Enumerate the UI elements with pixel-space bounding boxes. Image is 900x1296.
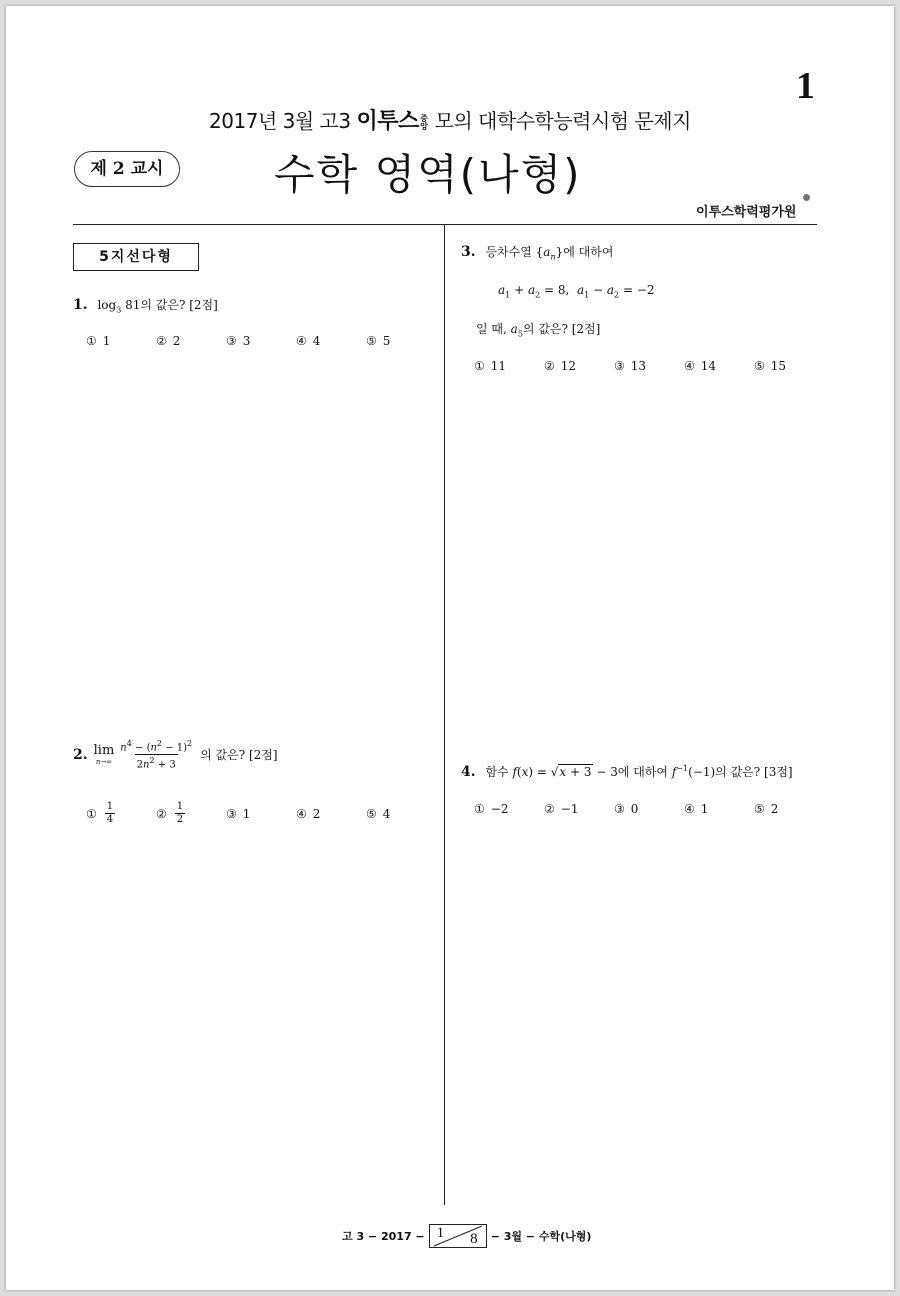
choice-5[interactable]: ⑤ 4 [366,806,391,821]
subject-title: 수학 영역(나형) [274,150,582,199]
question-mid: 에 대하여 [617,765,669,779]
question-text: 의 값은? [3점] [715,765,793,779]
title-suffix: 모의 대학수학능력시험 문제지 [434,109,691,133]
header-divider [73,224,817,225]
footer-left: 고 3 − 2017 − [342,1230,425,1243]
question-number: 3. [461,244,476,260]
question-text: 의 값은? [2점] [522,322,601,336]
limit-fraction: $\frac{n^4 - (n^2 - 1)^2}{2n^2 + 3}$ [120,739,193,771]
choice-2[interactable]: ② $\frac{1}{2}$ [156,801,184,825]
choice-3[interactable]: ③ 13 [614,359,647,373]
choice-2[interactable]: ② 2 [156,334,181,348]
question-4-choices [474,802,824,816]
choice-5[interactable]: ⑤ 2 [754,802,779,816]
choice-4[interactable]: ④ 2 [296,806,321,821]
question-number: 4. [461,764,476,780]
choice-5[interactable]: ⑤ 5 [366,334,391,348]
question-3-choices [474,359,824,373]
question-intro: 함수 [485,765,509,779]
choice-4[interactable]: ④ 1 [684,802,709,816]
choice-2[interactable]: ② −1 [544,802,579,816]
question-number: 2. [73,746,88,763]
page-number: 1 [796,65,815,107]
limit-expression: lim n→∞ [93,742,115,766]
publisher-label: 이투스학력평가원 [696,205,797,220]
footer-right: − 3월 − 수학(나형) [490,1230,592,1243]
section-label: 5지선다형 [73,243,199,271]
choice-4[interactable]: ④ 14 [684,359,717,373]
choice-1[interactable]: ① $\frac{1}{4}$ [86,801,114,825]
question-intro-tail: 에 대하여 [563,245,614,259]
question-expression: $\log_3 81$ [97,298,141,315]
question-2-choices [86,801,436,826]
total-pages: 8 [470,1231,478,1247]
choice-1[interactable]: ① 1 [86,334,111,348]
choice-2[interactable]: ② 12 [544,359,577,373]
page-indicator [429,1224,487,1248]
page-footer [342,1224,591,1248]
sequence-notation: $\{a_n\}$ [535,245,564,262]
question-3-condition: $a_1 + a_2 = 8$, $a_1 - a_2 = -2$ [498,283,655,300]
choice-3[interactable]: ③ 0 [614,802,639,816]
column-divider [444,225,445,1205]
condition-tail: 일 때, [476,322,507,336]
period-badge: 제 2 교시 [74,151,180,187]
question-1-choices [86,334,436,348]
choice-5[interactable]: ⑤ 15 [754,359,787,373]
function-definition: f(x) = √x + 3 − 3 [512,765,618,779]
brand-small-text: 중앙 [420,113,428,131]
question-2 [73,738,278,772]
question-text: 의 값은? [2점] [200,748,278,763]
choice-1[interactable]: ① 11 [474,359,507,373]
exam-page [6,6,894,1290]
question-3-prompt: 일 때, $a_5$의 값은? [2점] [476,322,601,339]
publisher-logo-icon [803,194,810,201]
question-text: 의 값은? [2점] [140,298,218,312]
choice-4[interactable]: ④ 4 [296,334,321,348]
question-1 [73,296,218,314]
choice-1[interactable]: ① −2 [474,802,509,816]
question-4 [461,763,793,780]
exam-title [6,104,894,135]
current-page: 1 [436,1225,445,1241]
question-3 [461,243,613,261]
question-intro: 등차수열 [485,245,532,259]
question-number: 1. [73,297,88,313]
title-prefix: 2017년 3월 고3 [209,109,351,133]
brand-logo-text: 이투스 [356,109,419,134]
choice-3[interactable]: ③ 3 [226,334,251,348]
inverse-expression: $f^{-1}(-1)$ [671,764,716,779]
choice-3[interactable]: ③ 1 [226,806,251,821]
